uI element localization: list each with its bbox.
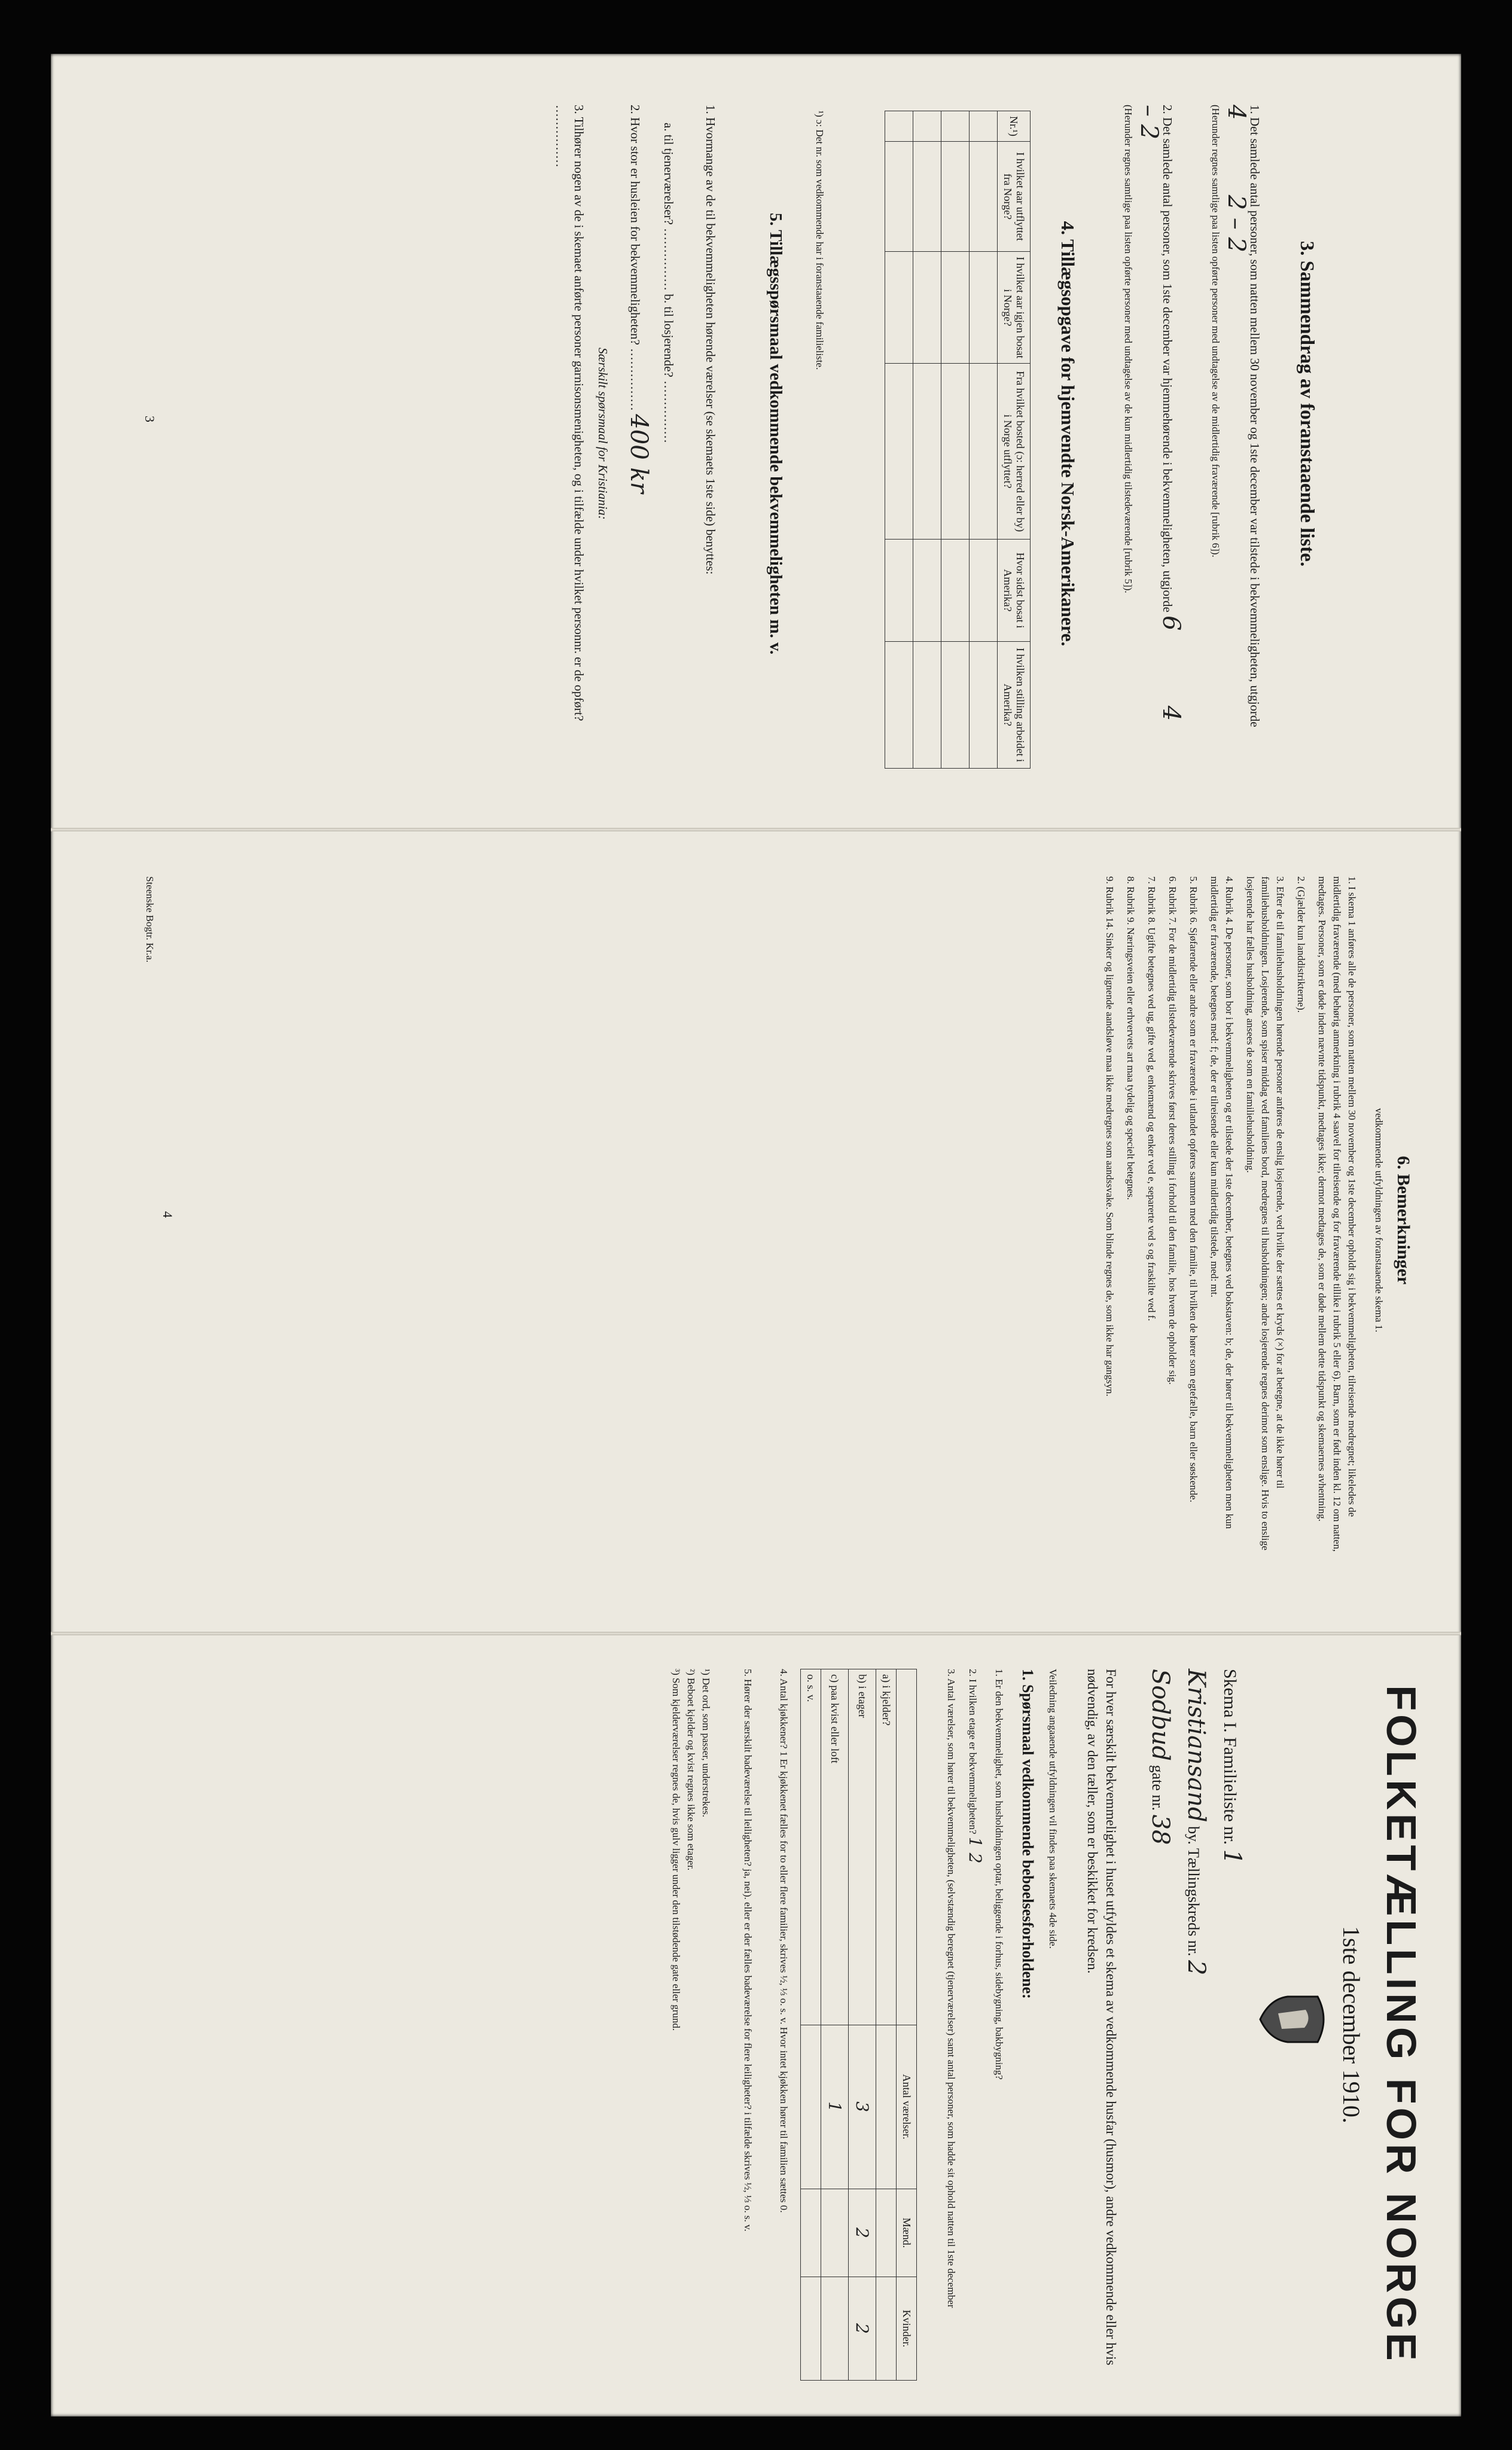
handwritten-rent: 400 kr [625, 414, 653, 493]
remarks-subheading: vedkommende utfyldningen av foranstaaende skema 1. [1373, 1108, 1385, 1333]
page-number: 4 [160, 1211, 175, 1218]
col-utflyttet: I hvilket aar utflyttet fra Norge? [998, 141, 1031, 251]
footnote: ³) Som kjelderværelser regnes de, hvis gulv ligger under den tilstødende gate eller grund. [670, 1669, 682, 2031]
census-date: 1ste december 1910. [1338, 1926, 1365, 2123]
section-5-heading: 5. Tillægsspørsmaal vedkommende bekvemmeligheten m. v. [766, 212, 785, 655]
footnotes [669, 1669, 714, 2381]
section-3-heading: 3. Sammendrag av foranstaaende liste. [1296, 240, 1318, 567]
table-footnote: ¹) ɔ: Det nr. som vedkommende har i foranstaaende familieliste. [814, 111, 825, 370]
table-row: o. s. v. [801, 1669, 821, 2381]
table-row: a) i kjelder? [876, 1669, 897, 2381]
street-line: Sodbud gate nr. 38 [1147, 1669, 1174, 1845]
remark-paragraph: 1. I skema 1 anføres alle de personer, som natten mellem 30 november og 1ste december opholdt sig i bekvemmeligheten, tilreisende medregnet; likeledes de midlertidig fraværende (med behørig anmerkning i rubrik 4 saavel for tilreisende og for fraværende tillike i rubrik 5 eller 6). Barn, som er født inden kl. 12 om natten, medtages. Personer, som er døde inden nævnte tidspunkt, medtages ikke; dermot medtages de, som er døde mellem dette tidspunkt og skemaernes avhentning. [1316, 876, 1358, 1552]
handwritten-city: Kristiansand [1182, 1669, 1210, 1823]
table-row: c) paa kvist eller loft 1 [821, 1669, 849, 2381]
handwritten-split: 2 – 2 [1223, 194, 1250, 253]
page-number: 3 [142, 416, 157, 422]
place-line: Kristiansand by. Tællingskreds nr. 2 [1182, 1669, 1210, 1976]
handwritten-street: Sodbud [1147, 1669, 1174, 1762]
printer-mark: Steenske Bogtr. Kr.a. [144, 876, 156, 963]
handwritten-count: 6 [1157, 615, 1185, 631]
remarks-list [1096, 876, 1359, 1564]
handwritten-count: 4 [1223, 105, 1250, 120]
table-row [970, 111, 998, 769]
col-stilling: I hvilken stilling arbeidet i Amerika? [998, 641, 1031, 768]
panel-summary [51, 57, 1461, 807]
question-floor: 2. I hvilken etage er bekvemmeligheten? 1 2 [965, 1669, 985, 1864]
question-bathroom: 5. Hører der særskilt badeværelse til leiligheten? ja, nei). eller er der fælles badeværelse for flere leiligheter? i tilfælde skrives ½, ⅓ o. s. v. [742, 1669, 754, 2232]
remark-paragraph: 8. Rubrik 9. Næringsveien eller erhvervets art maa tydelig og specielt betegnes. [1125, 876, 1136, 1200]
question-rent: 2. Hvor stor er husleien for bekvemmeligheten? …………… 400 kr [625, 105, 653, 493]
remark-paragraph: 2. (Gjælder kun landdistrikterne). [1295, 876, 1307, 1013]
handwritten-house-number: 38 [1147, 1814, 1174, 1845]
col-bosat: I hvilket aar igjen bosat i Norge? [998, 252, 1031, 364]
norsk-amerikanere-table [885, 111, 1031, 769]
footnote: ¹) Det ord, som passer, understrekes. [700, 1669, 712, 1818]
summary-item-2: 2. Det samlede antal personer, som 1ste december var hjemmehørende i bekvemmeligheten, utgjorde 6 4 – 2 (Herunder regnes samtlige paa listen opførte personer med undtagelse av de kun midlertidig tilstedeværende [rubrik 5]). [1123, 105, 1185, 721]
summary-item-1: 1. Det samlede antal personer, som natten mellem 30 november og 1ste december var tilstede i bekvemmeligheten, utgjorde 4 2 – 2 (Herunder regnes samtlige paa listen opførte personer med undtagelse av de midlertidig fraværende [rubrik 6]). [1210, 105, 1262, 727]
question-kitchens: 4. Antal kjøkkener? 1 Er kjøkkenet fælles for to eller flere familier, skrives ½, ⅓ o. s. v. Hvor intet kjøkken hører til familien sættes 0. [778, 1669, 789, 2213]
remark-paragraph: 3. Efter de til familiehusholdningen hørende personer anføres de enslig losjerende, ved hvilke der sættes et kryds (×) for at betegne, at de ikke hører til familiehusholdningen. Losjerende, som spiser middag ved familiens bord, medregnes til husholdningen; andre losjerende regnes derimot som enslige. Hvis to enslige losjerende har fælles husholdning, ansees de som en familiehusholdning. [1245, 876, 1286, 1550]
remarks-heading: 6. Bemerkninger [1394, 1156, 1413, 1285]
question-building: 1. Er den bekvemmelighet, som husholdningen optar, beliggende i forhus, sidebygning, bakbygning? [993, 1669, 1005, 2080]
handwritten-list-number: 1 [1218, 1849, 1246, 1865]
remark-paragraph: 7. Rubrik 8. Ugifte betegnes ved ug, gifte ved g, enkemænd og enker ved e, separerte ved s og fraskilte ved f. [1146, 876, 1157, 1321]
footnote: ²) Beboet kjelder og kvist regnes ikke som etager. [685, 1669, 697, 1870]
questions-heading: 1. Spørsmaal vedkommende beboelsesforholdene: [1019, 1669, 1037, 1999]
table-row [885, 111, 913, 769]
intro-text: For hver særskilt bekvemmelighet i huset utfyldes et skema av vedkommende husfar (husmor), andre vedkommende eller hvis nødvendig, av den tæller, som er beskikket for kredsen. [1085, 1669, 1118, 2366]
kristiania-label: Særskilt spørsmaal for Kristiania: [596, 348, 610, 520]
col-women: Kvinder. [897, 2277, 917, 2380]
col-nr: Nr.¹) [998, 111, 1031, 142]
intro-note: Veiledning angaaende utfyldningen vil findes paa skemaets 4de side. [1047, 1669, 1059, 1949]
question-rooms: 1. Hvormange av de til bekvemmeligheten hørende værelser (se skemaets 1ste side) benyttes: [703, 105, 718, 575]
census-title: FOLKETÆLLING FOR NORGE [1378, 1685, 1425, 2364]
family-list-line: Skema I. Familieliste nr. 1 [1218, 1669, 1246, 1865]
handwritten-district: 2 [1182, 1960, 1210, 1976]
col-rooms: Antal værelser. [897, 2025, 917, 2189]
remark-paragraph: 6. Rubrik 7. For de midlertidig tilstedeværende skrives først deres stilling i forhold til den familie, hos hvem de opholder sig. [1167, 876, 1178, 1385]
remark-paragraph: 9. Rubrik 14. Sinker og lignende aandsløve maa ikke medregnes som aandssvake. Som blinde regnes de, som ikke har gangsyn. [1104, 876, 1115, 1397]
question-garrison: 3. Tilhører nogen av de i skemaet anførte personer garnisonsmenigheten, og i tilfælde under hvilket personnr. er de opført? …………… [553, 105, 586, 721]
handwritten-split: 4 – 2 [1135, 105, 1185, 721]
coat-of-arms-icon [1256, 1992, 1330, 2047]
panel-cover [51, 1633, 1461, 2417]
handwritten-floor: 1 2 [965, 1836, 985, 1864]
rooms-persons-table [800, 1669, 917, 2381]
remark-paragraph: 5. Rubrik 6. Sjøfarende eller andre som er fraværende i utlandet opføres sammen med den familie, til hvilken de hører som egtefælle, barn eller søskende. [1188, 876, 1199, 1503]
col-amerika: Hvor sidst bosat i Amerika? [998, 540, 1031, 642]
section-4-heading: 4. Tillægsopgave for hjemvendte Norsk-Amerikanere. [1057, 221, 1078, 647]
col-bosted: Fra hvilket bosted (ɔ: herred eller by) i Norge utflyttet? [998, 364, 1031, 540]
table-row [941, 111, 970, 769]
question-rooms-ab: a. til tjenerværelser? …………… b. til losjerende? …………… [662, 123, 676, 443]
remark-paragraph: 4. Rubrik 4. De personer, som bor i bekvemmeligheten og er tilstede der 1ste december, betegnes ved bokstaven: b; de, der hører til bekvemmeligheten men kun midlertidig er fraværende, betegnes med: f; de, der er tilreisende eller kun midlertidig tilstede, med: mt. [1209, 876, 1235, 1529]
panel-remarks [51, 828, 1461, 1615]
col-men: Mænd. [897, 2189, 917, 2277]
table-row: b) i etager 3 2 2 [849, 1669, 876, 2381]
table-row [913, 111, 941, 769]
question-rooms-persons: 3. Antal værelser, som hører til bekvemmeligheten, (selvstændig beregnet (tjenerværelser) samt antal personer, som hadde sit ophold natten til 1ste december [946, 1669, 957, 2308]
